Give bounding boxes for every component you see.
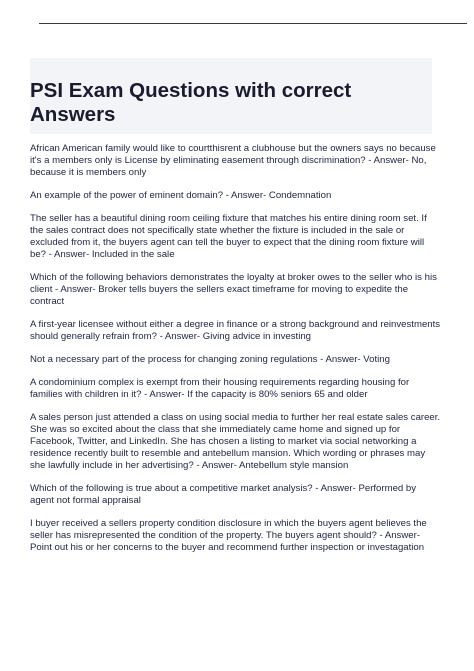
document-title-line1: PSI Exam Questions with correct — [30, 79, 352, 102]
qa-item: A condominium complex is exempt from their housing requirements regarding housing for families with children in it? - Answer- If the capacity is 80% seniors 65 and older — [30, 377, 410, 400]
document-title-line2: Answers — [30, 103, 116, 126]
qa-item: A first-year licensee without either a degree in finance or a strong background and reinvestments should generally refrain from? - Answer- Giving advice in investing — [30, 319, 441, 342]
qa-item: A sales person just attended a class on using social media to further her real estate sales career. She was so excited about the class that she immediately came home and signed up for Facebook, Twitter, and LinkedIn. She has chosen a listing to market via social networking a residence recently built to resemble and antebellum mansion. Which wording or phrases may she lawfully include in her advertising? - Answer- Antebellum style mansion — [30, 412, 441, 471]
document-title — [30, 79, 432, 127]
qa-item: Which of the following is true about a competitive market analysis? - Answer- Performed by agent not formal appraisal — [30, 483, 417, 506]
qa-item: African American family would like to courtthisrent a clubhouse but the owners says no because it's a members only is License by eliminating easement through discrimination? - Answer- No, because it is members only — [30, 143, 436, 178]
qa-item: Not a necessary part of the process for changing zoning regulations - Answer- Voting — [30, 354, 390, 365]
qa-item: The seller has a beautiful dining room ceiling fixture that matches his entire dining room set. If the sales contract does not specifically state whether the fixture is included in the sale or excluded from it, the buyers agent can tell the buyer to expect that the dining room fixture will be? - Answer- Included in the sale — [30, 213, 427, 260]
header-rule — [39, 23, 467, 24]
qa-item: Which of the following behaviors demonstrates the loyalty at broker owes to the seller who is his client - Answer- Broker tells buyers the sellers exact timeframe for moving to expedite the contract — [30, 272, 437, 307]
qa-item: I buyer received a sellers property condition disclosure in which the buyers agent believes the seller has misrepresented the condition of the property. The buyers agent should? - Answer- Point out his or her concerns to the buyer and recommend further inspection or investagation — [30, 518, 427, 553]
question-answer-list — [30, 143, 442, 565]
qa-item: An example of the power of eminent domain? - Answer- Condemnation — [30, 190, 332, 201]
